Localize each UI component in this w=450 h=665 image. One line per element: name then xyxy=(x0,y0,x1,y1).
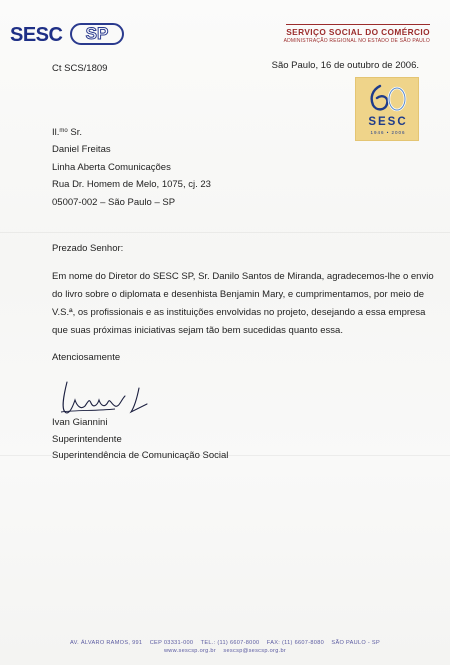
letter-body: Em nome do Diretor do SESC SP, Sr. Danilo Santos de Miranda, agradecemos-lhe o envio do livro sobre o diplomata e desenhista Benjamin Mary, e cumprimentamos, por meio de V.S.ª, os profissionais e as instituições envolvidas no projeto, desejando a essa empresa que suas próximas iniciativas sejam tão bem sucedidas quanto essa. xyxy=(52,271,434,336)
organization-name: SERVIÇO SOCIAL DO COMÉRCIO xyxy=(286,27,430,37)
recipient-company: Linha Aberta Comunicações xyxy=(52,161,171,173)
footer-address: AV. ÁLVARO RAMOS, 991 CEP 03331-000 TEL.: (11) 6607-8000 FAX: (11) 6607-8080 SÃO PAULO - SP xyxy=(69,640,380,646)
salutation: Prezado Senhor: xyxy=(52,243,124,254)
badge-wordmark: SESC xyxy=(368,116,408,128)
letter-footer xyxy=(0,640,450,654)
organization-header xyxy=(284,27,430,44)
sixty-emblem-icon xyxy=(366,82,410,114)
recipient-title xyxy=(52,124,211,141)
recipient-name: Daniel Freitas xyxy=(52,144,111,156)
logo-sp-text: SP xyxy=(85,24,109,43)
sesc-sp-logo xyxy=(10,24,125,50)
closing: Atenciosamente xyxy=(52,352,121,363)
title-superscript: mo xyxy=(59,128,68,134)
sesc-60-years-badge xyxy=(355,77,419,141)
organization-subtitle: ADMINISTRAÇÃO REGIONAL NO ESTADO DE SÃO PAULO xyxy=(283,38,430,44)
signer-name: Ivan Giannini xyxy=(52,417,108,428)
recipient-address xyxy=(52,124,211,211)
title-prefix: Il. xyxy=(52,127,60,138)
letter-date: São Paulo, 16 de outubro de 2006. xyxy=(271,60,419,71)
recipient-street: Rua Dr. Homem de Melo, 1075, cj. 23 xyxy=(52,179,211,191)
recipient-city: 05007-002 – São Paulo – SP xyxy=(52,196,176,208)
footer-web: www.sescsp.org.br sescsp@sescsp.org.br xyxy=(163,648,287,654)
handwritten-signature xyxy=(55,370,155,420)
signer-department: Superintendência de Comunicação Social xyxy=(52,450,229,461)
paper-fold-line xyxy=(0,232,450,233)
header-rule xyxy=(286,24,430,25)
letter-reference: Ct SCS/1809 xyxy=(52,63,108,74)
signer-role: Superintendente xyxy=(52,433,122,445)
logo-sp-outline xyxy=(70,23,124,45)
title-suffix: Sr. xyxy=(67,127,82,138)
badge-years: 1946 • 2006 xyxy=(370,130,406,135)
logo-sesc-text: SESC xyxy=(10,24,63,46)
signer-block xyxy=(52,415,228,465)
